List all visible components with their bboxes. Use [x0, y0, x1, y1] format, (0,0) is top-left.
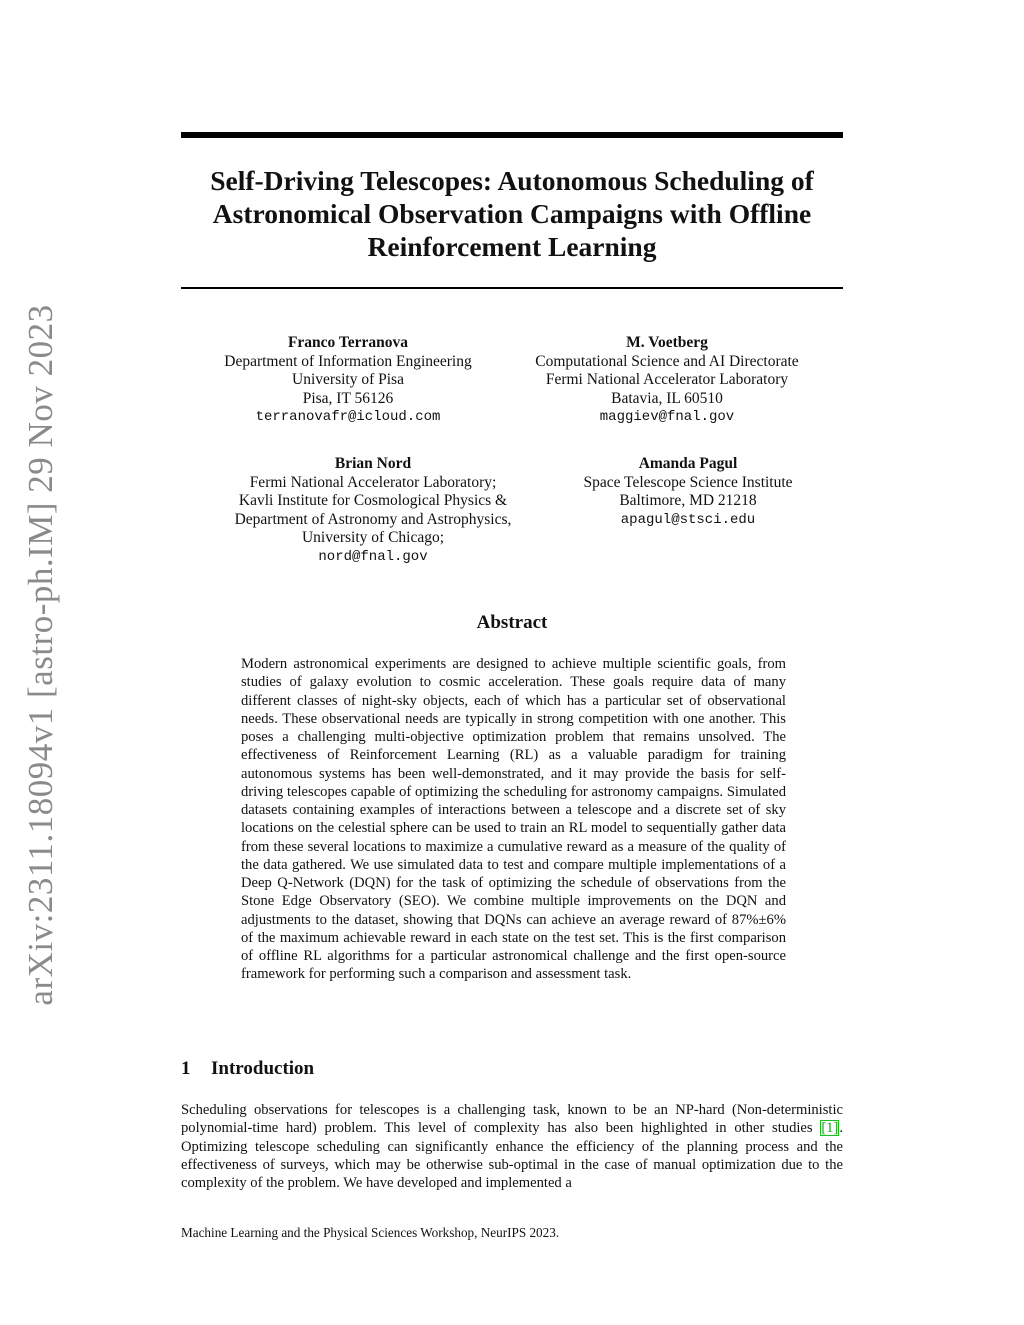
citation-link[interactable]: [1]: [821, 1120, 839, 1137]
author-affiliation-line: Baltimore, MD 21218: [619, 492, 757, 509]
author-name: Amanda Pagul: [638, 455, 738, 472]
author-email[interactable]: nord@fnal.gov: [318, 548, 428, 565]
author-affiliation-line: Fermi National Accelerator Laboratory: [545, 371, 789, 388]
author-affiliation-line: Space Telescope Science Institute: [583, 473, 793, 491]
author-name: M. Voetberg: [626, 334, 708, 351]
author-affiliation-line: University of Pisa: [292, 371, 404, 388]
introduction-paragraph: [181, 1101, 843, 1192]
paper-title: Self-Driving Telescopes: Autonomous Scheduling of Astronomical Observation Campaigns with Offline Reinforcement Learning: [210, 165, 814, 262]
author-email[interactable]: apagul@stsci.edu: [620, 511, 756, 528]
author-affiliation-line: Computational Science and AI Directorate: [535, 352, 799, 370]
author-affiliation-line: Pisa, IT 56126: [302, 389, 394, 407]
section-heading-introduction: [181, 1058, 314, 1080]
author-email[interactable]: maggiev@fnal.gov: [599, 409, 735, 425]
abstract-heading: Abstract: [476, 612, 548, 633]
author-block: [538, 455, 838, 529]
title-bottom-rule: [181, 287, 843, 289]
section-number: 1: [181, 1058, 191, 1079]
venue-footnote: Machine Learning and the Physical Sciences Workshop, NeurIPS 2023.: [181, 1225, 560, 1240]
title-top-rule: [181, 132, 843, 138]
author-email[interactable]: terranovafr@icloud.com: [255, 409, 441, 425]
arxiv-identifier-stamp: arXiv:2311.18094v1 [astro-ph.IM] 29 Nov 2023: [21, 304, 60, 1006]
author-block: [517, 334, 817, 427]
author-affiliation-line: Batavia, IL 60510: [611, 389, 723, 407]
section-title: Introduction: [211, 1058, 315, 1079]
intro-text-part: Scheduling observations for telescopes is a challenging task, known to be an NP-hard (Non-deterministic polynomial-time hard) problem. This level of complexity has also been highlighted in other studies: [181, 1102, 843, 1137]
author-name: Brian Nord: [334, 455, 412, 472]
author-name: Franco Terranova: [287, 334, 409, 351]
abstract-text: Modern astronomical experiments are designed to achieve multiple scientific goals, from studies of galaxy evolution to cosmic acceleration. These goals require data of many different classes of night-sky objects, each of which has a particular set of observational needs. These observational needs are typically in strong competition with one another. This poses a challenging multi-objective optimization problem that remains unsolved. The effectiveness of Reinforcement Learning (RL) as a valuable paradigm for training autonomous systems has been well-demonstrated, and it may provide the basis for self-driving telescopes capable of optimizing the scheduling for astronomy campaigns. Simulated datasets containing examples of interactions between a telescope and a discrete set of sky locations on the celestial sphere can be used to train an RL model to sequentially gather data from these several locations to maximize a cumulative reward as a measure of the quality of the data gathered. We use simulated data to test and compare multiple implementations of a Deep Q-Network (DQN) for the task of optimizing the schedule of observations from the Stone Edge Observatory (SEO). We combine multiple improvements on the DQN and adjustments to the dataset, showing that DQNs can achieve an average reward of 87%±6% of the maximum achievable reward in each state on the test set. This is the first comparison of offline RL algorithms for a particular astronomical challenge and the first open-source framework for performing such a comparison and assessment task.: [241, 656, 786, 983]
author-affiliation-line: Kavli Institute for Cosmological Physics &: [238, 492, 508, 509]
author-affiliation-line: Fermi National Accelerator Laboratory;: [249, 473, 497, 491]
author-affiliation-line: Department of Information Engineering: [224, 352, 472, 370]
intro-text-part: . Optimizing telescope scheduling can significantly enhance the efficiency of the planning process and the effectiveness of surveys, which may be otherwise sub-optimal in the case of manual optimization due to the complexity of the problem. We have developed and implemented a: [181, 1120, 843, 1192]
author-block: [198, 334, 498, 427]
author-block: [198, 455, 548, 566]
author-affiliation-line: Department of Astronomy and Astrophysics,: [234, 510, 512, 528]
author-affiliation-line: University of Chicago;: [301, 529, 445, 546]
